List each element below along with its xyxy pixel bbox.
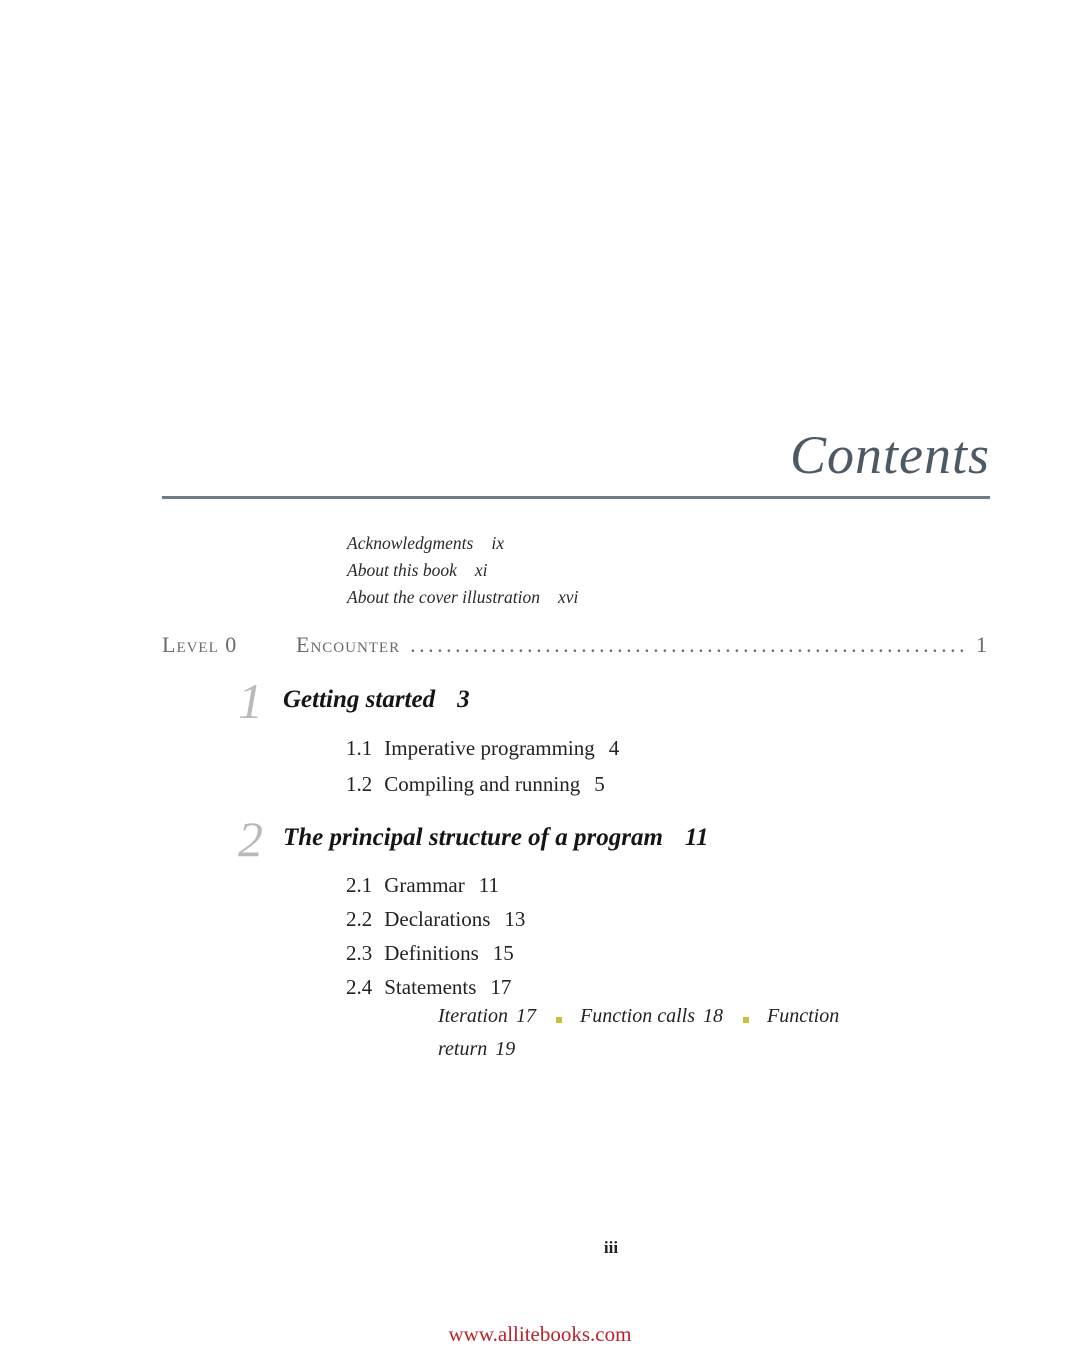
toc-level-0[interactable] [162,632,988,664]
section-number: 2.4 [346,975,373,999]
toc-subsections [438,1000,898,1066]
section-page: 4 [608,736,620,760]
toc-entry-page: xvi [557,587,579,607]
chapter-heading[interactable] [238,811,938,868]
chapter-page: 3 [457,686,470,713]
section-title: Compiling and running [384,772,581,796]
chapter-title-text: Getting started [283,686,436,713]
section-title: Statements [384,975,477,999]
toc-section[interactable] [346,868,938,902]
chapter-title [283,824,709,852]
dot-leader [410,632,968,658]
toc-section[interactable] [346,730,938,766]
toc-subsection-iteration[interactable] [438,1005,536,1027]
bullet-separator [556,1017,562,1023]
section-title: Imperative programming [384,736,595,760]
toc-chapter-1 [238,673,938,802]
chapter-heading[interactable] [238,673,938,730]
level-page: 1 [976,632,988,657]
subsection-title: Function calls [580,1005,695,1027]
subsection-row [438,1000,898,1033]
subsection-row [438,1033,898,1066]
section-number: 2.1 [346,873,373,897]
subsection-page: 17 [516,1005,536,1027]
toc-entry-page: ix [491,533,504,553]
toc-entry-page: xi [474,560,488,580]
toc-section[interactable] [346,766,938,802]
subsection-title: Iteration [438,1005,508,1027]
page-title: Contents [789,425,990,485]
toc-entry-about-cover[interactable] [347,584,578,611]
chapter-page: 11 [684,824,709,851]
level-title: Encounter [296,632,401,657]
toc-subsection-function-calls[interactable] [580,1005,723,1027]
chapter-title [283,686,470,714]
chapter-number: 2 [238,811,263,867]
section-page: 15 [492,941,514,965]
section-page: 11 [478,873,499,897]
front-matter-list [347,530,578,611]
toc-section[interactable] [346,936,938,970]
section-number: 1.1 [346,736,373,760]
subsection-title: Function [766,1005,840,1027]
section-number: 2.2 [346,907,373,931]
toc-entry-label: About this book [347,560,457,580]
toc-entry-label: Acknowledgments [347,533,474,553]
chapter-title-text: The principal structure of a program [283,824,663,851]
toc-section[interactable] [346,902,938,936]
subsection-title: return [438,1038,488,1060]
toc-entry-about-this-book[interactable] [347,557,578,584]
level-label: Level 0 [162,632,238,657]
chapter-number: 1 [238,673,263,729]
bullet-separator [743,1017,749,1023]
section-page: 5 [594,772,605,796]
toc-subsection-function-return-cont[interactable] [438,1038,515,1060]
watermark-link[interactable]: www.allitebooks.com [448,1322,632,1346]
toc-entry-acknowledgments[interactable] [347,530,578,557]
subsection-page: 19 [495,1038,516,1060]
toc-chapter-2 [238,811,938,1004]
section-title: Grammar [384,873,465,897]
section-number: 1.2 [346,772,373,796]
title-rule [162,496,990,499]
section-page: 17 [490,975,512,999]
toc-subsection-function-return[interactable] [767,1005,839,1027]
toc-entry-label: About the cover illustration [347,587,540,607]
toc-section[interactable] [346,970,938,1004]
section-page: 13 [504,907,526,931]
section-title: Declarations [384,907,491,931]
section-number: 2.3 [346,941,373,965]
page-folio: iii [603,1238,619,1257]
subsection-page: 18 [702,1005,723,1027]
section-title: Definitions [384,941,479,965]
